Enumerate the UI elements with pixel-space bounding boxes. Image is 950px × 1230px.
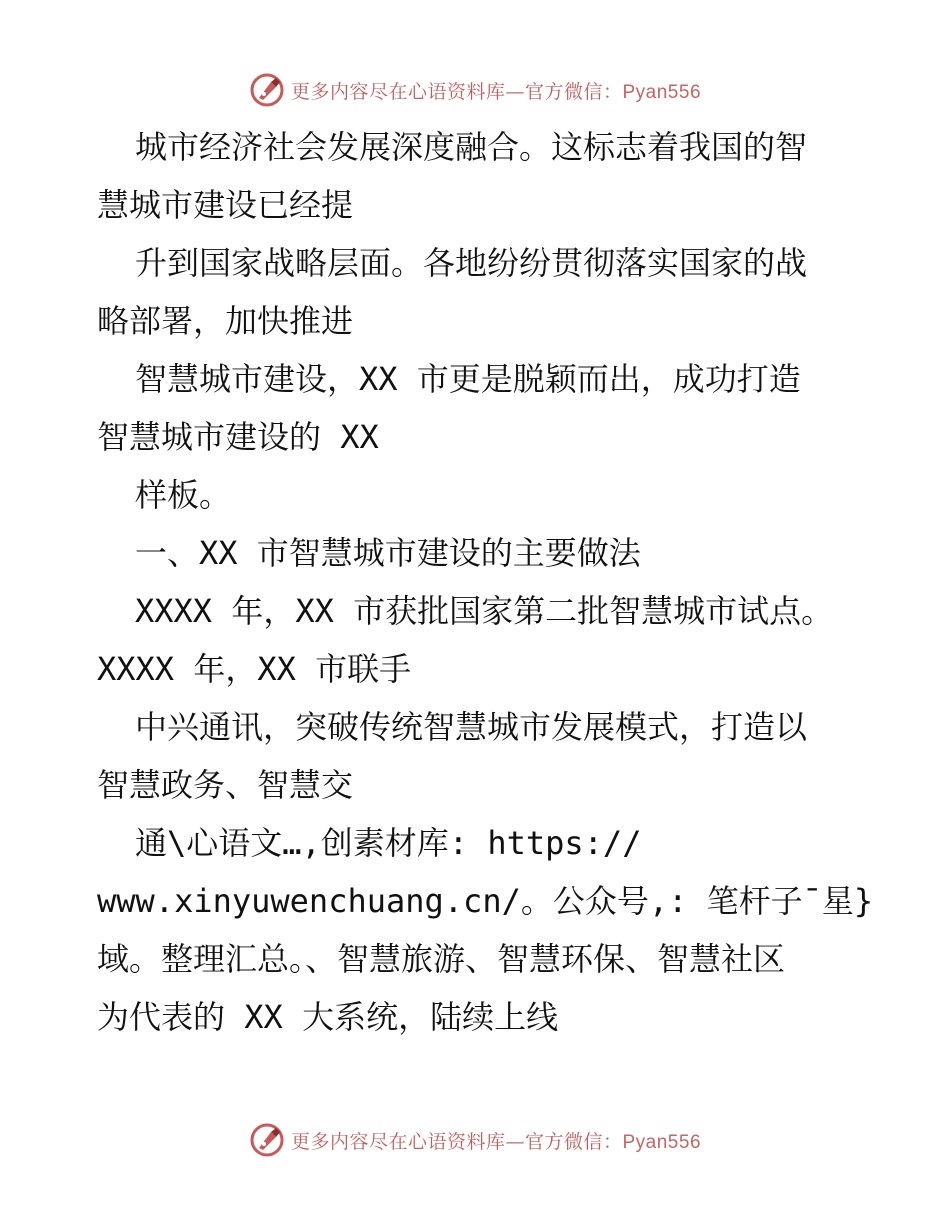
- body-text-line: XXXX 年，XX 市获批国家第二批智慧城市试点。: [135, 592, 834, 630]
- body-text-line: 略部署，加快推进: [97, 302, 354, 340]
- watermark-wechat-id: Pyan556: [622, 1131, 702, 1153]
- body-text-line: 智慧政务、智慧交: [97, 766, 354, 804]
- watermark-dash: —: [505, 80, 525, 103]
- watermark-wechat-label: 官方微信：: [524, 1130, 623, 1153]
- body-text-line: 一、XX 市智慧城市建设的主要做法: [135, 534, 641, 572]
- watermark-site-name: 更多内容尽在心语资料库: [290, 80, 506, 103]
- document-body: [97, 118, 874, 1046]
- body-text-line: 升到国家战略层面。各地纷纷贯彻落实国家的战: [135, 244, 808, 282]
- body-text-line: 智慧城市建设的 XX: [97, 418, 379, 456]
- body-text-line: 通\心语文…,创素材库: https://: [135, 824, 642, 862]
- header-watermark: [0, 68, 950, 112]
- watermark-site-name: 更多内容尽在心语资料库: [290, 1130, 506, 1153]
- pen-nib-logo-icon: [249, 72, 285, 108]
- watermark-text: [291, 77, 701, 104]
- pen-nib-logo-icon: [249, 1122, 285, 1158]
- body-text-line: 样板。: [135, 476, 232, 514]
- body-text-line: 中兴通讯，突破传统智慧城市发展模式，打造以: [135, 708, 808, 746]
- body-text-line: 域。整理汇总。、智慧旅游、智慧环保、智慧社区: [97, 940, 786, 978]
- watermark-wechat-id: Pyan556: [622, 81, 702, 103]
- watermark-text: [291, 1127, 701, 1154]
- watermark-dash: —: [505, 1130, 525, 1153]
- body-text-line: www.xinyuwenchuang.cn/。公众号,: 笔杆子¯星}: [97, 882, 874, 920]
- body-text-line: 为代表的 XX 大系统，陆续上线: [97, 998, 559, 1036]
- body-text-line: 城市经济社会发展深度融合。这标志着我国的智: [135, 128, 808, 166]
- body-text-line: 慧城市建设已经提: [97, 186, 354, 224]
- footer-watermark: [0, 1118, 950, 1162]
- body-text-line: 智慧城市建设，XX 市更是脱颖而出，成功打造: [135, 360, 801, 398]
- body-text-line: XXXX 年，XX 市联手: [97, 650, 412, 688]
- watermark-wechat-label: 官方微信：: [524, 80, 623, 103]
